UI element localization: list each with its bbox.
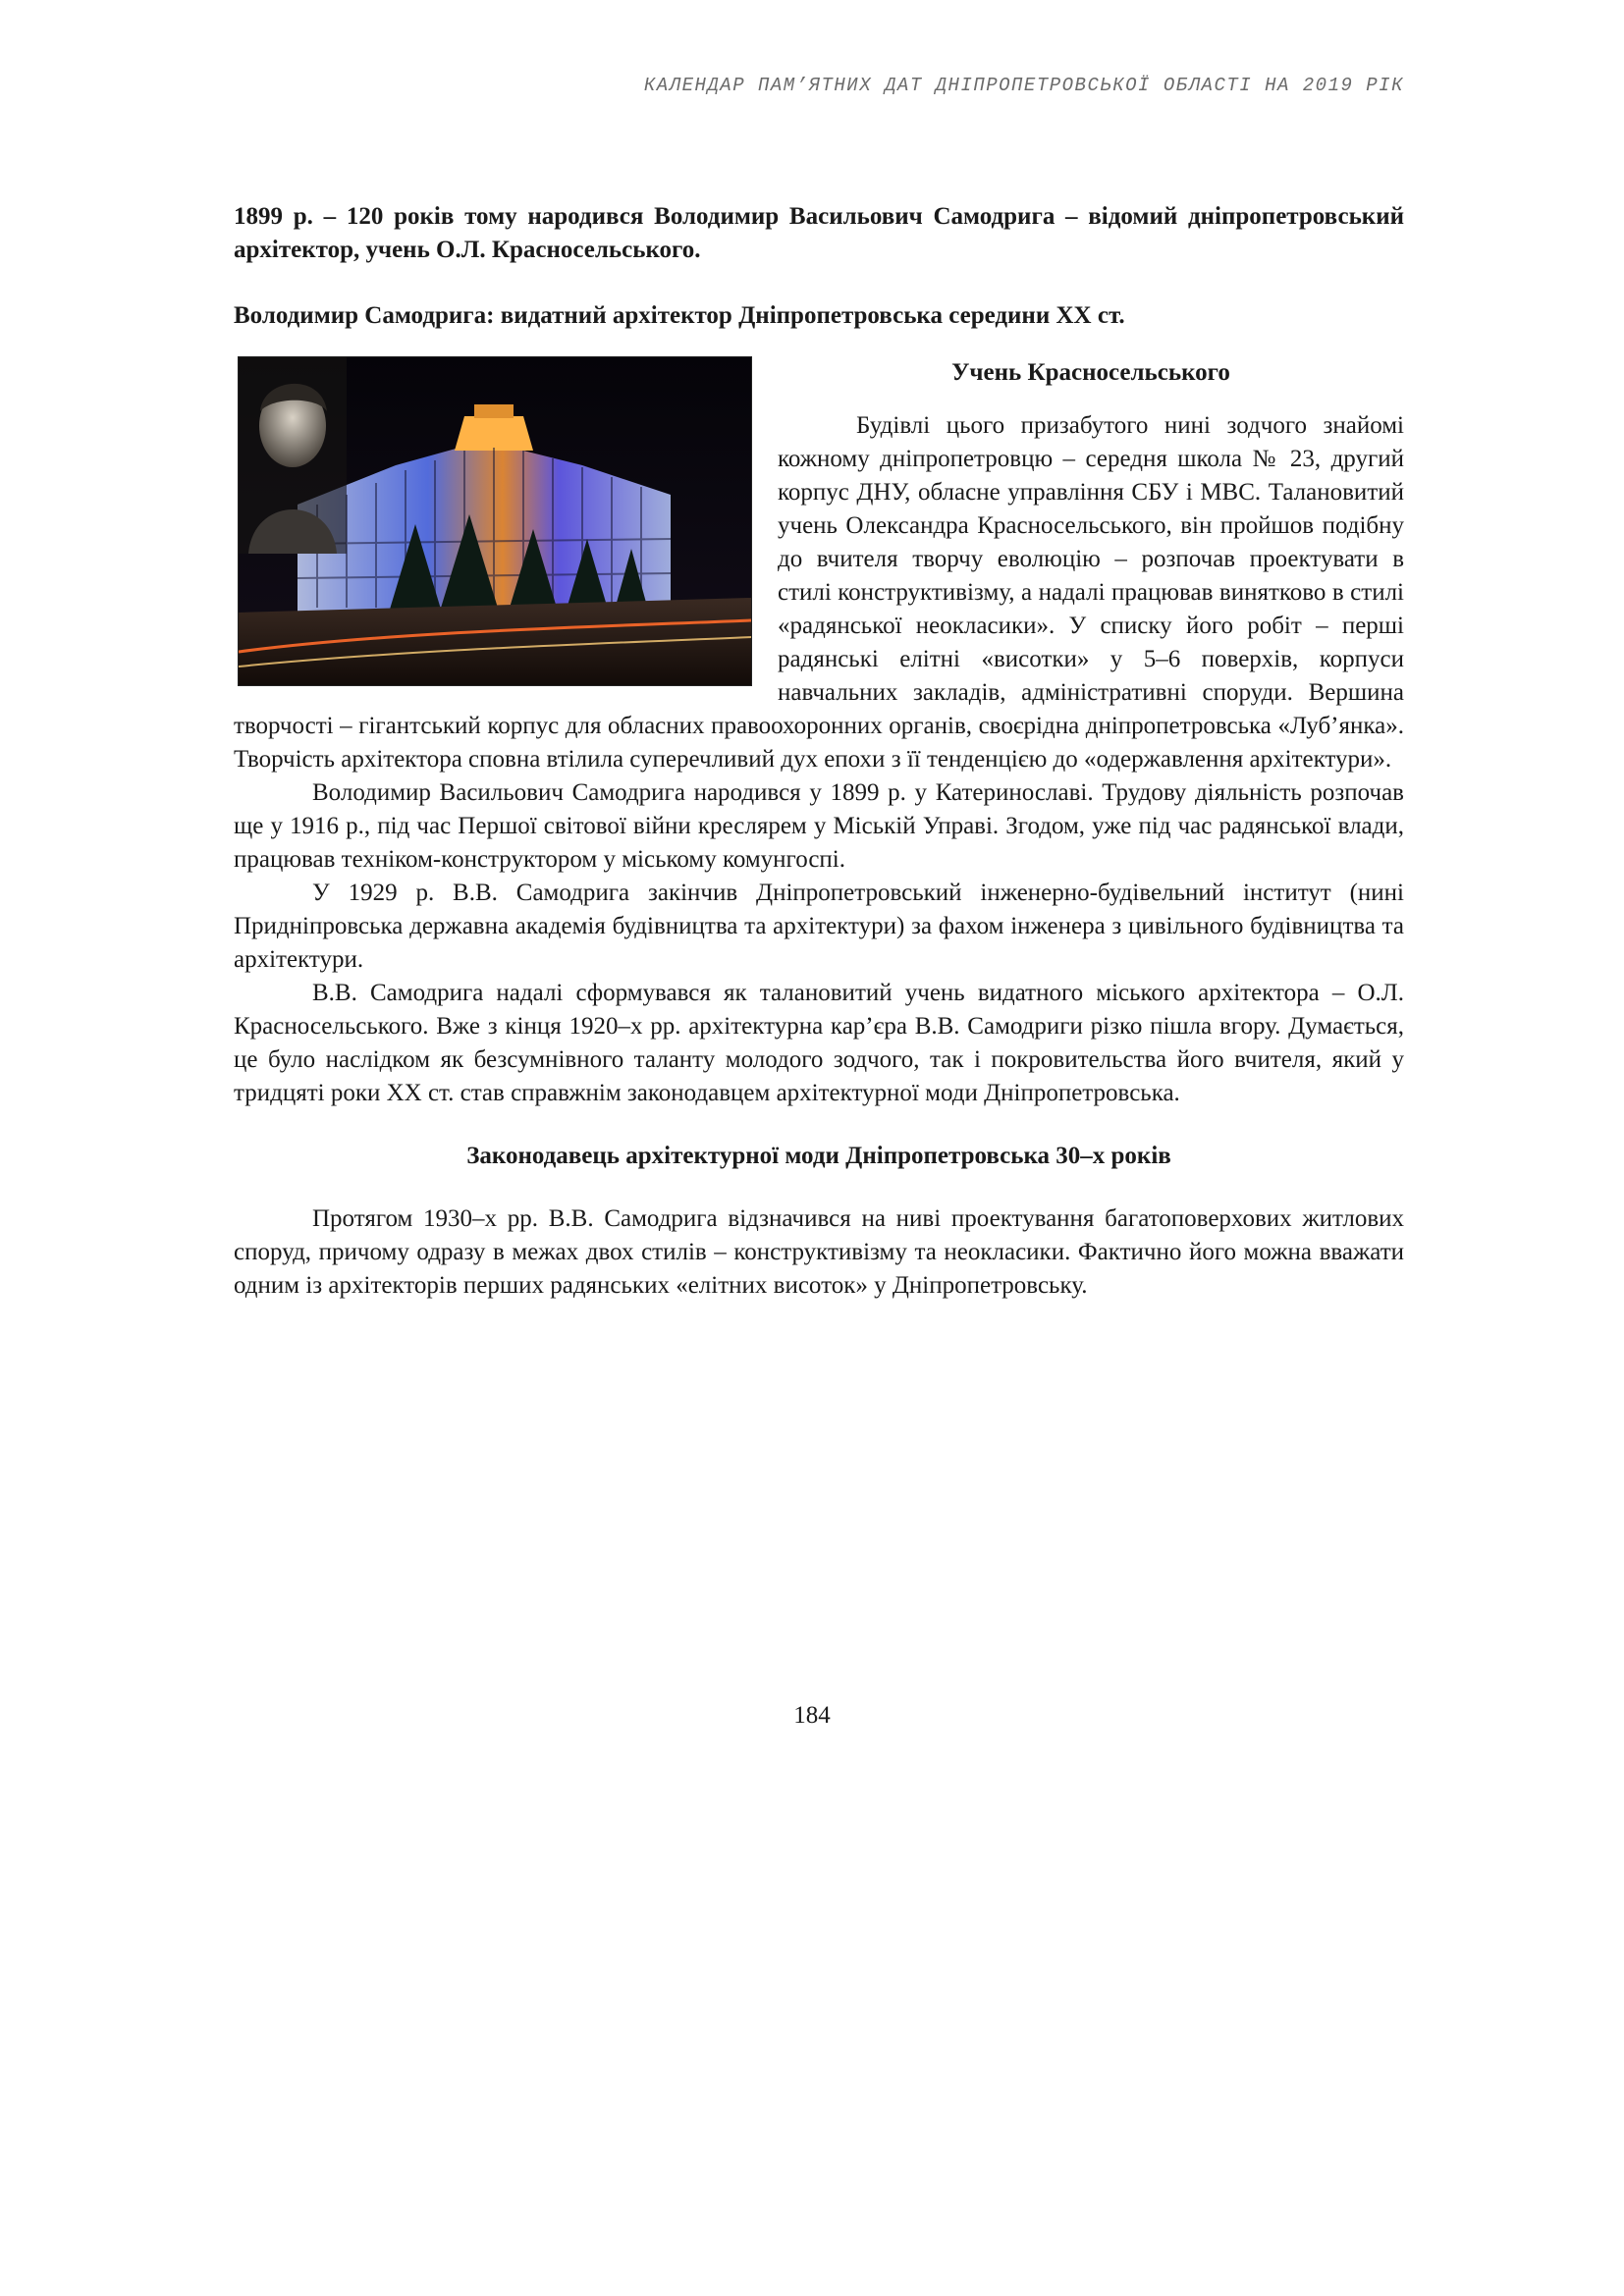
paragraph: Володимир Васильович Самодрига народився у 1899 р. у Катеринославі. Трудову діяльність розпочав ще у 1916 р., під час Першої світової війни креслярем у Міській Управі. Згодом, уже під час радянської влади, працював техніком-конструктором у міському комунгоспі. xyxy=(234,779,1404,873)
article-title: Володимир Самодрига: видатний архітектор Дніпропетровська середини ХХ ст. xyxy=(234,302,1125,329)
illuminated-building-image xyxy=(239,357,751,685)
section-heading-trendsetter: Законодавець архітектурної моди Дніпропетровська 30–х років xyxy=(466,1143,1171,1169)
article-body xyxy=(234,200,1404,1303)
anniversary-intro: 1899 р. – 120 років тому народився Володимир Васильович Самодрига – відомий дніпропетровський архітектор, учень О.Л. Красносельського. xyxy=(234,203,1404,263)
page-number: 184 xyxy=(793,1702,831,1729)
section-heading-student: Учень Красносельського xyxy=(951,359,1230,386)
paragraph: Будівлі цього призабутого нині зодчого знайомі кожному дніпропетровцю – середня школа № 23, другий корпус ДНУ, обласне управління СБУ і МВС. Талановитий учень Олександра Красносельського, він пройшов подібну до вчителя творчу еволюцію – розпочав проектувати в стилі конструктивізму, а надалі працював винятково в стилі «радянської неокласики». У списку його робіт – перші радянські елітні «висотки» у 5–6 поверхів, корпуси навчальних закладів, адміністративні споруди. Вершина творчості – гігантський корпус для обласних правоохоронних органів, своєрідна дніпропетровська «Луб’янка». Творчість архітектора сповна втілила суперечливий дух епохи з її тенденцією до «одержавлення архітектури». xyxy=(234,412,1404,773)
paragraph: В.В. Самодрига надалі сформувався як талановитий учень видатного міського архітектора – О.Л. Красносельського. Вже з кінця 1920–х рр. архітектурна кар’єра В.В. Самодриги різко пішла вгору. Думається, це було наслідком як безсумнівного таланту молодого зодчого, так і покровительства його вчителя, який у тридцяті роки ХХ ст. став справжнім законодавцем архітектурної моди Дніпропетровська. xyxy=(234,980,1404,1106)
paragraph: Протягом 1930–х рр. В.В. Самодрига відзначився на ниві проектування багатоповерхових житлових споруд, причому одразу в межах двох стилів – конструктивізму та неокласики. Фактично його можна вважати одним із архітекторів перших радянських «елітних висоток» у Дніпропетровську. xyxy=(234,1205,1404,1299)
architect-photo-collage xyxy=(238,356,752,686)
paragraph: У 1929 р. В.В. Самодрига закінчив Дніпропетровський інженерно-будівельний інститут (нині Придніпровська державна академія будівництва та архітектури) за фахом інженера з цивільного будівництва та архітектури. xyxy=(234,880,1404,973)
running-header: КАЛЕНДАР ПАМ’ЯТНИХ ДАТ ДНІПРОПЕТРОВСЬКОЇ ОБЛАСТІ НА 2019 РІК xyxy=(643,75,1404,96)
